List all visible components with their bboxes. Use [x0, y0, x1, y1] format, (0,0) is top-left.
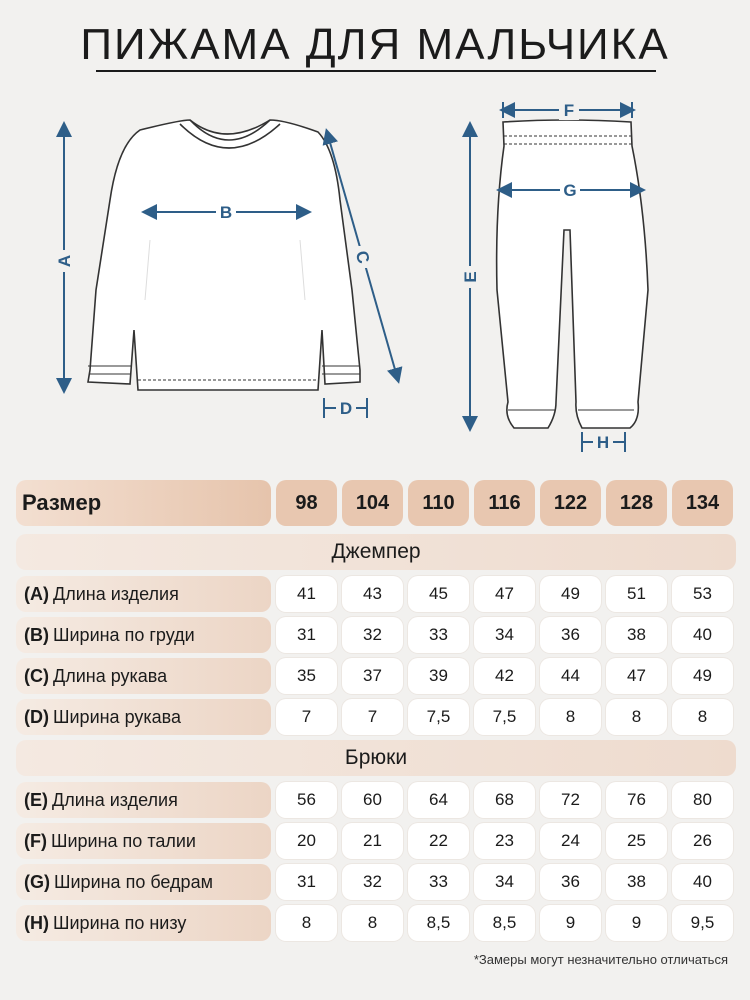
- measurement-value: 25: [606, 823, 667, 859]
- size-table: [16, 480, 736, 944]
- measurement-value: 32: [342, 864, 403, 900]
- measurement-value: 49: [540, 576, 601, 612]
- section-header-row: [16, 738, 736, 780]
- measurement-value: 72: [540, 782, 601, 818]
- measurement-value: 35: [276, 658, 337, 694]
- dim-label-a: A: [55, 254, 74, 268]
- measurement-label: [16, 864, 271, 900]
- pants-drawing: [497, 120, 648, 428]
- measurement-name: Ширина по низу: [53, 912, 187, 933]
- size-116: 116: [474, 480, 535, 526]
- measurement-code: (G): [24, 871, 50, 892]
- title-underline: [96, 70, 656, 72]
- garment-diagram: [0, 90, 750, 470]
- measurement-code: (A): [24, 583, 49, 604]
- measurement-label: [16, 823, 271, 859]
- table-row: [16, 862, 736, 903]
- measurement-value: 40: [672, 864, 733, 900]
- page-title: ПИЖАМА ДЛЯ МАЛЬЧИКА: [80, 20, 670, 69]
- dim-label-g: G: [563, 181, 577, 200]
- measurement-value: 45: [408, 576, 469, 612]
- measurement-value: 68: [474, 782, 535, 818]
- measurement-value: 56: [276, 782, 337, 818]
- dim-label-h: H: [596, 433, 610, 452]
- table-row: [16, 656, 736, 697]
- measurement-name: Ширина по талии: [50, 830, 196, 851]
- measurement-label: [16, 699, 271, 735]
- measurement-value: 36: [540, 864, 601, 900]
- measurement-value: 80: [672, 782, 733, 818]
- measurement-value: 42: [474, 658, 535, 694]
- measurement-value: 37: [342, 658, 403, 694]
- size-122: 122: [540, 480, 601, 526]
- measurement-code: (E): [24, 789, 48, 810]
- measurement-value: 20: [276, 823, 337, 859]
- measurement-value: 8: [276, 905, 337, 941]
- dim-label-c: C: [351, 248, 374, 266]
- measurement-code: (C): [24, 665, 49, 686]
- measurement-value: 8: [342, 905, 403, 941]
- size-98: 98: [276, 480, 337, 526]
- measurement-value: 24: [540, 823, 601, 859]
- measurement-name: Ширина по бедрам: [54, 871, 213, 892]
- dim-label-e: E: [461, 271, 480, 283]
- measurement-value: 44: [540, 658, 601, 694]
- section-header-row: [16, 532, 736, 574]
- measurement-value: 47: [474, 576, 535, 612]
- jumper-drawing: [88, 120, 360, 390]
- measurement-value: 7: [342, 699, 403, 735]
- measurement-value: 23: [474, 823, 535, 859]
- measurement-name: Длина изделия: [53, 583, 179, 604]
- measurement-value: 41: [276, 576, 337, 612]
- measurement-value: 51: [606, 576, 667, 612]
- measurement-label: [16, 905, 271, 941]
- measurement-value: 7: [276, 699, 337, 735]
- measurement-value: 64: [408, 782, 469, 818]
- measurement-label: [16, 658, 271, 694]
- table-row: [16, 697, 736, 738]
- measurement-value: 9: [540, 905, 601, 941]
- measurement-value: 39: [408, 658, 469, 694]
- measurement-code: (F): [24, 830, 47, 851]
- measurement-value: 34: [474, 864, 535, 900]
- measurement-value: 8: [672, 699, 733, 735]
- measurement-label: [16, 576, 271, 612]
- measurement-value: 8: [606, 699, 667, 735]
- measurement-value: 36: [540, 617, 601, 653]
- size-header-label: Размер: [16, 480, 271, 526]
- size-134: 134: [672, 480, 733, 526]
- dim-label-b: B: [219, 203, 233, 222]
- size-header-row: [16, 480, 736, 532]
- measurement-name: Ширина рукава: [53, 706, 182, 727]
- measurement-value: 38: [606, 617, 667, 653]
- measurement-name: Ширина по груди: [53, 624, 195, 645]
- measurement-value: 32: [342, 617, 403, 653]
- measurement-value: 49: [672, 658, 733, 694]
- table-sections: [16, 532, 736, 944]
- measurement-value: 26: [672, 823, 733, 859]
- measurement-name: Длина изделия: [52, 789, 178, 810]
- measurement-value: 8,5: [408, 905, 469, 941]
- dim-label-f: F: [563, 101, 575, 120]
- footnote: *Замеры могут незначительно отличаться: [473, 952, 728, 967]
- measurement-code: (H): [24, 912, 49, 933]
- table-row: [16, 903, 736, 944]
- table-row: [16, 821, 736, 862]
- measurement-label: [16, 782, 271, 818]
- measurement-value: 33: [408, 617, 469, 653]
- measurement-value: 47: [606, 658, 667, 694]
- measurement-value: 40: [672, 617, 733, 653]
- measurement-value: 7,5: [408, 699, 469, 735]
- measurement-value: 31: [276, 864, 337, 900]
- size-128: 128: [606, 480, 667, 526]
- measurement-value: 9,5: [672, 905, 733, 941]
- measurement-value: 31: [276, 617, 337, 653]
- measurement-label: [16, 617, 271, 653]
- size-104: 104: [342, 480, 403, 526]
- measurement-value: 33: [408, 864, 469, 900]
- section-title: Джемпер: [16, 534, 736, 570]
- section-title: Брюки: [16, 740, 736, 776]
- measurement-value: 53: [672, 576, 733, 612]
- measurement-value: 60: [342, 782, 403, 818]
- measurement-value: 38: [606, 864, 667, 900]
- measurement-value: 7,5: [474, 699, 535, 735]
- measurement-value: 21: [342, 823, 403, 859]
- table-row: [16, 574, 736, 615]
- measurement-value: 22: [408, 823, 469, 859]
- table-row: [16, 615, 736, 656]
- dim-label-d: D: [339, 399, 353, 418]
- measurement-value: 43: [342, 576, 403, 612]
- measurement-value: 8,5: [474, 905, 535, 941]
- measurement-value: 34: [474, 617, 535, 653]
- measurement-value: 9: [606, 905, 667, 941]
- table-row: [16, 780, 736, 821]
- measurement-name: Длина рукава: [53, 665, 168, 686]
- measurement-value: 8: [540, 699, 601, 735]
- size-110: 110: [408, 480, 469, 526]
- measurement-code: (D): [24, 706, 49, 727]
- measurement-code: (B): [24, 624, 49, 645]
- measurement-value: 76: [606, 782, 667, 818]
